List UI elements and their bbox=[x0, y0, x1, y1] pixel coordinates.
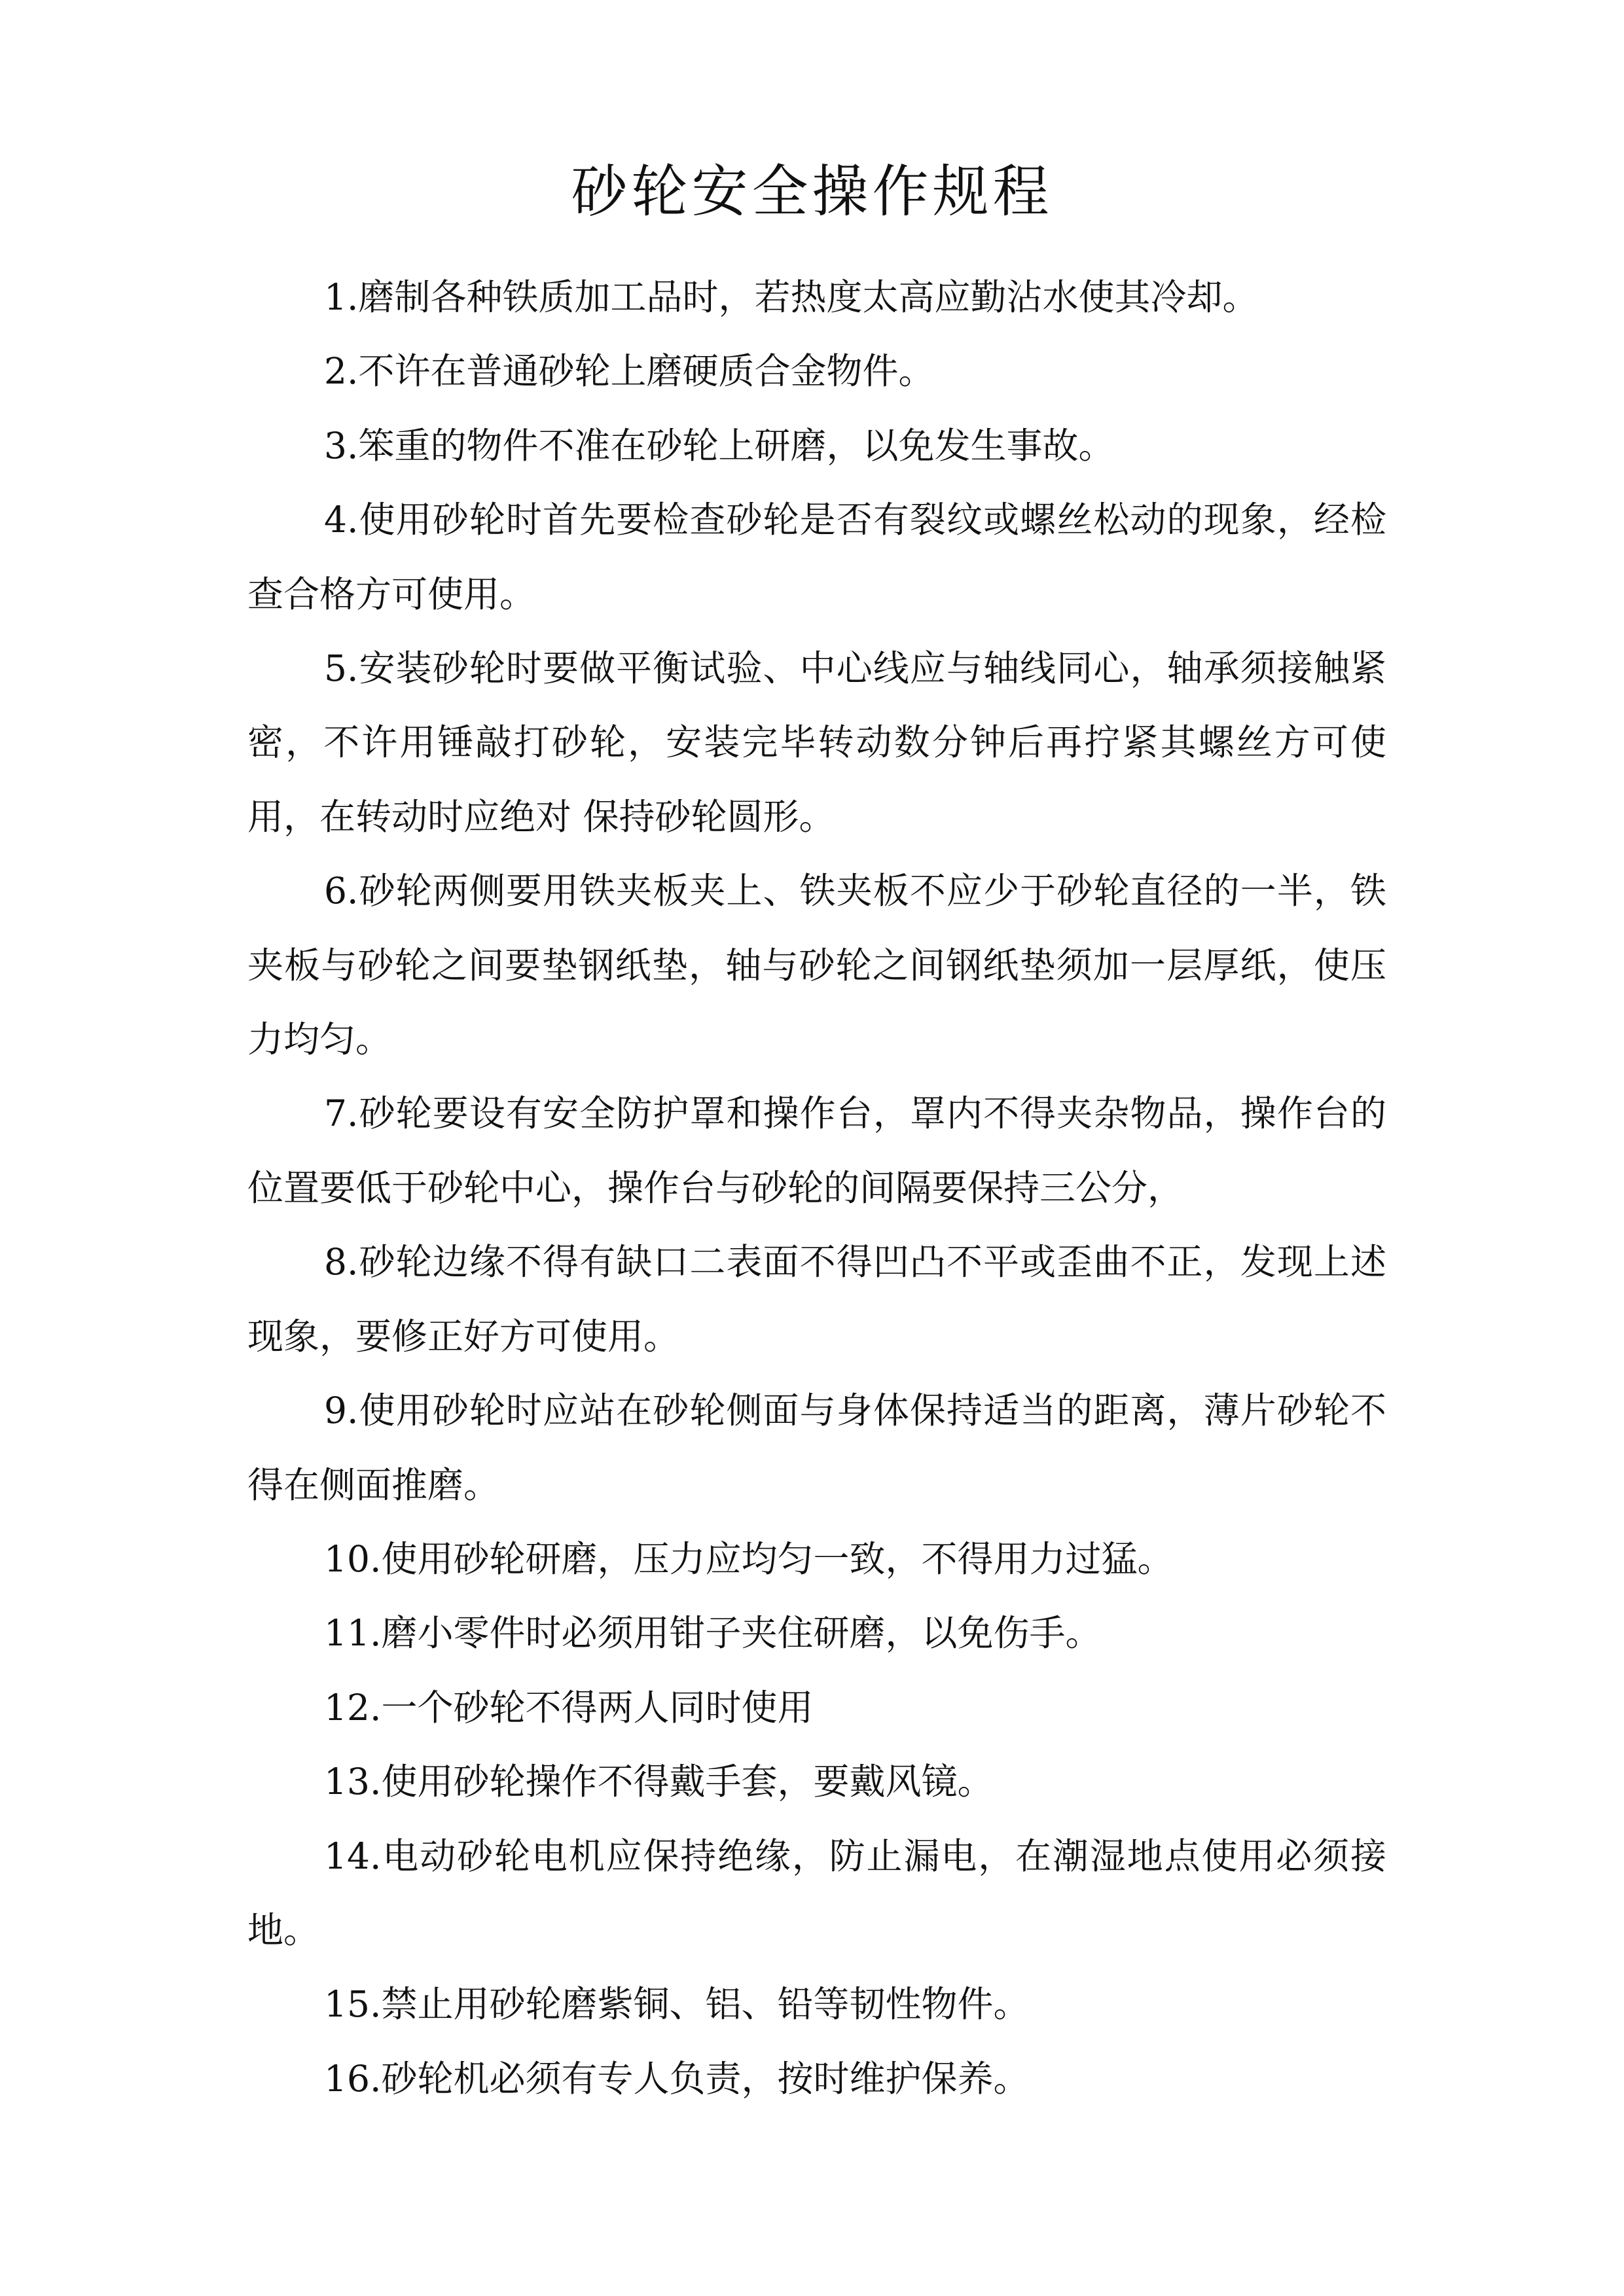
rule-item-12: 12.一个砂轮不得两人同时使用 bbox=[324, 1686, 814, 1729]
rule-item-13: 13.使用砂轮操作不得戴手套，要戴风镜。 bbox=[324, 1761, 994, 1803]
rule-item-14: 14.电动砂轮电机应保持绝缘，防止漏电，在潮湿地点使用必须接地。 bbox=[247, 1835, 1386, 1951]
rule-item-2: 2.不许在普通砂轮上磨硬质合金物件。 bbox=[324, 350, 935, 393]
rule-item-3: 3.笨重的物件不准在砂轮上研磨，以免发生事故。 bbox=[324, 424, 1115, 467]
rule-item-7: 7.砂轮要设有安全防护罩和操作台，罩内不得夹杂物品，操作台的位置要低于砂轮中心，操作台与砂轮的间隔要保持三公分， bbox=[247, 1092, 1386, 1209]
rule-item-6: 6.砂轮两侧要用铁夹板夹上、铁夹板不应少于砂轮直径的一半，铁夹板与砂轮之间要垫钢纸垫，轴与砂轮之间钢纸垫须加一层厚纸，使压力均匀。 bbox=[247, 870, 1386, 1061]
rule-item-9: 9.使用砂轮时应站在砂轮侧面与身体保持适当的距离，薄片砂轮不得在侧面推磨。 bbox=[247, 1390, 1386, 1506]
rule-item-1: 1.磨制各种铁质加工品时，若热度太高应勤沾水使其冷却。 bbox=[324, 276, 1259, 318]
rule-item-5: 5.安装砂轮时要做平衡试验、中心线应与轴线同心，轴承须接触紧密，不许用锤敲打砂轮，安装完毕转动数分钟后再拧紧其螺丝方可使用，在转动时应绝对 保持砂轮圆形。 bbox=[247, 647, 1386, 838]
rules-list bbox=[247, 260, 1386, 2116]
rule-item-16: 16.砂轮机必须有专人负责，按时维护保养。 bbox=[324, 2057, 1030, 2100]
rule-item-8: 8.砂轮边缘不得有缺口二表面不得凹凸不平或歪曲不正，发现上述现象，要修正好方可使用。 bbox=[247, 1241, 1386, 1357]
rule-item-10: 10.使用砂轮研磨，压力应均匀一致，不得用力过猛。 bbox=[324, 1537, 1174, 1580]
rule-item-11: 11.磨小零件时必须用钳子夹住研磨，以免伤手。 bbox=[324, 1612, 1102, 1655]
rule-item-4: 4.使用砂轮时首先要检查砂轮是否有裂纹或螺丝松动的现象，经检查合格方可使用。 bbox=[247, 499, 1386, 615]
rule-item-15: 15.禁止用砂轮磨紫铜、铝、铅等韧性物件。 bbox=[324, 1983, 1030, 2026]
document-title: 砂轮安全操作规程 bbox=[571, 159, 1053, 224]
